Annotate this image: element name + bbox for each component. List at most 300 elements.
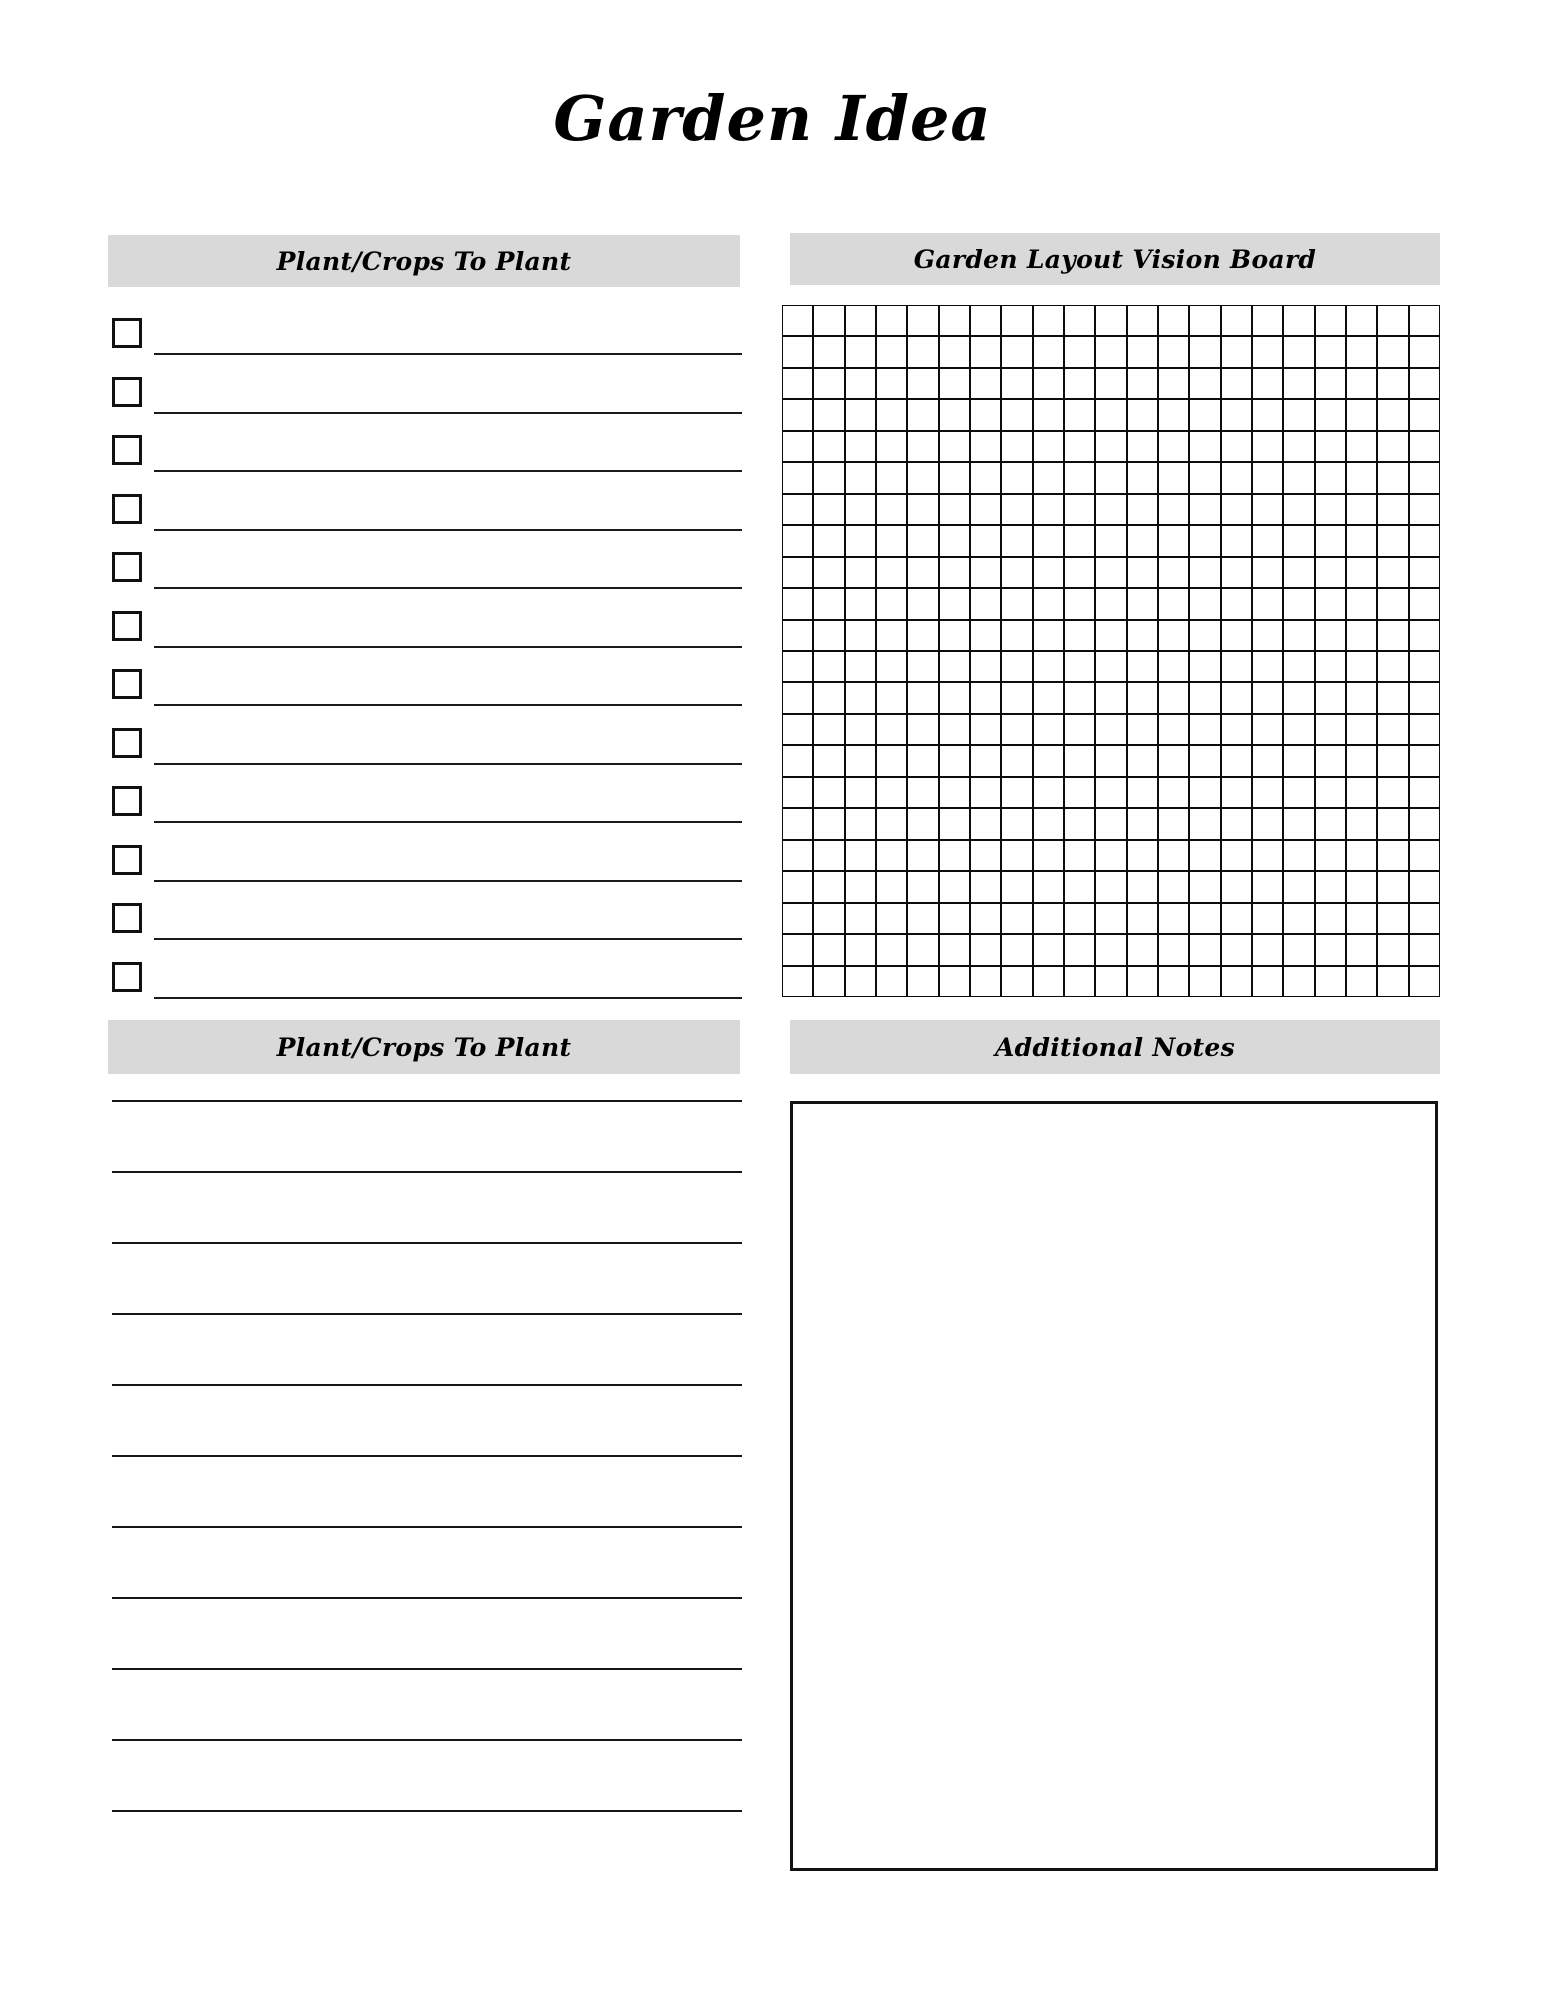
grid-cell[interactable]	[1283, 745, 1314, 776]
grid-cell[interactable]	[1409, 682, 1440, 713]
grid-cell[interactable]	[939, 840, 970, 871]
grid-cell[interactable]	[1095, 557, 1126, 588]
grid-cell[interactable]	[1252, 651, 1283, 682]
grid-cell[interactable]	[1064, 557, 1095, 588]
grid-cell[interactable]	[939, 966, 970, 997]
grid-cell[interactable]	[1346, 494, 1377, 525]
write-line[interactable]	[112, 1313, 742, 1315]
grid-cell[interactable]	[1221, 525, 1252, 556]
grid-cell[interactable]	[1409, 431, 1440, 462]
grid-cell[interactable]	[1377, 808, 1408, 839]
grid-cell[interactable]	[1315, 494, 1346, 525]
grid-cell[interactable]	[1315, 777, 1346, 808]
checkbox-icon[interactable]	[112, 435, 142, 465]
grid-cell[interactable]	[1189, 777, 1220, 808]
grid-cell[interactable]	[1064, 966, 1095, 997]
grid-cell[interactable]	[1315, 966, 1346, 997]
grid-cell[interactable]	[1158, 620, 1189, 651]
grid-cell[interactable]	[1033, 966, 1064, 997]
grid-cell[interactable]	[1221, 871, 1252, 902]
grid-cell[interactable]	[1377, 714, 1408, 745]
grid-cell[interactable]	[1095, 462, 1126, 493]
grid-cell[interactable]	[1001, 966, 1032, 997]
grid-cell[interactable]	[1377, 966, 1408, 997]
grid-cell[interactable]	[1095, 745, 1126, 776]
grid-cell[interactable]	[1033, 871, 1064, 902]
grid-cell[interactable]	[1127, 431, 1158, 462]
grid-cell[interactable]	[1346, 368, 1377, 399]
grid-cell[interactable]	[1127, 651, 1158, 682]
grid-cell[interactable]	[1158, 651, 1189, 682]
grid-cell[interactable]	[1189, 651, 1220, 682]
grid-cell[interactable]	[1283, 966, 1314, 997]
grid-cell[interactable]	[1127, 336, 1158, 367]
grid-cell[interactable]	[1095, 651, 1126, 682]
grid-cell[interactable]	[1033, 557, 1064, 588]
grid-cell[interactable]	[1033, 777, 1064, 808]
grid-cell[interactable]	[1095, 903, 1126, 934]
grid-cell[interactable]	[907, 966, 938, 997]
grid-cell[interactable]	[1409, 903, 1440, 934]
grid-cell[interactable]	[1158, 399, 1189, 430]
grid-cell[interactable]	[782, 368, 813, 399]
checkbox-icon[interactable]	[112, 786, 142, 816]
grid-cell[interactable]	[970, 745, 1001, 776]
grid-cell[interactable]	[813, 745, 844, 776]
grid-cell[interactable]	[907, 682, 938, 713]
grid-cell[interactable]	[1221, 714, 1252, 745]
grid-cell[interactable]	[1158, 966, 1189, 997]
grid-cell[interactable]	[1095, 494, 1126, 525]
grid-cell[interactable]	[845, 588, 876, 619]
grid-cell[interactable]	[970, 399, 1001, 430]
grid-cell[interactable]	[939, 336, 970, 367]
grid-cell[interactable]	[1033, 745, 1064, 776]
grid-cell[interactable]	[1346, 399, 1377, 430]
grid-cell[interactable]	[813, 431, 844, 462]
grid-cell[interactable]	[876, 745, 907, 776]
grid-cell[interactable]	[1377, 431, 1408, 462]
grid-cell[interactable]	[1283, 305, 1314, 336]
grid-cell[interactable]	[1033, 462, 1064, 493]
grid-cell[interactable]	[1001, 557, 1032, 588]
grid-cell[interactable]	[1064, 871, 1095, 902]
checkbox-icon[interactable]	[112, 903, 142, 933]
grid-cell[interactable]	[1409, 305, 1440, 336]
grid-cell[interactable]	[1127, 525, 1158, 556]
grid-cell[interactable]	[1252, 682, 1283, 713]
grid-cell[interactable]	[1283, 871, 1314, 902]
grid-cell[interactable]	[1127, 620, 1158, 651]
grid-cell[interactable]	[1127, 368, 1158, 399]
grid-cell[interactable]	[1064, 525, 1095, 556]
grid-cell[interactable]	[1252, 399, 1283, 430]
grid-cell[interactable]	[939, 903, 970, 934]
grid-cell[interactable]	[845, 494, 876, 525]
grid-cell[interactable]	[1127, 871, 1158, 902]
grid-cell[interactable]	[782, 588, 813, 619]
grid-cell[interactable]	[1001, 525, 1032, 556]
grid-cell[interactable]	[1095, 305, 1126, 336]
grid-cell[interactable]	[970, 620, 1001, 651]
grid-cell[interactable]	[1409, 368, 1440, 399]
grid-cell[interactable]	[1064, 840, 1095, 871]
grid-cell[interactable]	[1189, 808, 1220, 839]
grid-cell[interactable]	[1315, 336, 1346, 367]
grid-cell[interactable]	[1283, 903, 1314, 934]
grid-cell[interactable]	[1346, 934, 1377, 965]
grid-cell[interactable]	[782, 462, 813, 493]
grid-cell[interactable]	[1221, 777, 1252, 808]
grid-cell[interactable]	[1158, 494, 1189, 525]
grid-cell[interactable]	[970, 966, 1001, 997]
grid-cell[interactable]	[1221, 745, 1252, 776]
grid-cell[interactable]	[970, 840, 1001, 871]
grid-cell[interactable]	[782, 336, 813, 367]
grid-cell[interactable]	[845, 682, 876, 713]
grid-cell[interactable]	[1346, 745, 1377, 776]
grid-cell[interactable]	[782, 934, 813, 965]
grid-cell[interactable]	[1158, 525, 1189, 556]
grid-cell[interactable]	[1377, 682, 1408, 713]
grid-cell[interactable]	[876, 777, 907, 808]
grid-cell[interactable]	[782, 840, 813, 871]
grid-cell[interactable]	[1283, 557, 1314, 588]
grid-cell[interactable]	[813, 305, 844, 336]
grid-cell[interactable]	[1095, 777, 1126, 808]
grid-cell[interactable]	[1252, 462, 1283, 493]
grid-cell[interactable]	[813, 462, 844, 493]
grid-cell[interactable]	[1158, 871, 1189, 902]
grid-cell[interactable]	[1064, 305, 1095, 336]
grid-cell[interactable]	[1001, 431, 1032, 462]
grid-cell[interactable]	[1189, 903, 1220, 934]
grid-cell[interactable]	[1189, 840, 1220, 871]
grid-cell[interactable]	[1283, 368, 1314, 399]
grid-cell[interactable]	[1064, 336, 1095, 367]
grid-cell[interactable]	[1189, 525, 1220, 556]
grid-cell[interactable]	[1221, 620, 1252, 651]
grid-cell[interactable]	[1409, 462, 1440, 493]
grid-cell[interactable]	[1001, 777, 1032, 808]
additional-notes-box[interactable]	[790, 1101, 1438, 1871]
grid-cell[interactable]	[1346, 431, 1377, 462]
grid-cell[interactable]	[907, 588, 938, 619]
grid-cell[interactable]	[1064, 431, 1095, 462]
grid-cell[interactable]	[907, 620, 938, 651]
checklist-write-line[interactable]	[154, 997, 742, 999]
grid-cell[interactable]	[782, 620, 813, 651]
grid-cell[interactable]	[845, 871, 876, 902]
grid-cell[interactable]	[1377, 620, 1408, 651]
grid-cell[interactable]	[1252, 620, 1283, 651]
grid-cell[interactable]	[813, 620, 844, 651]
grid-cell[interactable]	[1283, 588, 1314, 619]
grid-cell[interactable]	[1189, 462, 1220, 493]
grid-cell[interactable]	[1033, 368, 1064, 399]
checklist-write-line[interactable]	[154, 821, 742, 823]
grid-cell[interactable]	[1283, 651, 1314, 682]
grid-cell[interactable]	[1346, 557, 1377, 588]
grid-cell[interactable]	[1033, 399, 1064, 430]
grid-cell[interactable]	[1064, 808, 1095, 839]
checklist-write-line[interactable]	[154, 587, 742, 589]
grid-cell[interactable]	[1095, 840, 1126, 871]
checklist-write-line[interactable]	[154, 704, 742, 706]
checklist-write-line[interactable]	[154, 412, 742, 414]
grid-cell[interactable]	[970, 871, 1001, 902]
grid-cell[interactable]	[1095, 525, 1126, 556]
grid-cell[interactable]	[1158, 777, 1189, 808]
grid-cell[interactable]	[1189, 399, 1220, 430]
grid-cell[interactable]	[1409, 934, 1440, 965]
grid-cell[interactable]	[907, 745, 938, 776]
grid-cell[interactable]	[1001, 399, 1032, 430]
grid-cell[interactable]	[907, 903, 938, 934]
grid-cell[interactable]	[813, 525, 844, 556]
grid-cell[interactable]	[939, 305, 970, 336]
write-line[interactable]	[112, 1739, 742, 1741]
grid-cell[interactable]	[813, 399, 844, 430]
grid-cell[interactable]	[1252, 557, 1283, 588]
grid-cell[interactable]	[1252, 494, 1283, 525]
grid-cell[interactable]	[1221, 399, 1252, 430]
grid-cell[interactable]	[1064, 682, 1095, 713]
grid-cell[interactable]	[1409, 651, 1440, 682]
grid-cell[interactable]	[1095, 336, 1126, 367]
grid-cell[interactable]	[1221, 557, 1252, 588]
grid-cell[interactable]	[907, 808, 938, 839]
grid-cell[interactable]	[1221, 840, 1252, 871]
grid-cell[interactable]	[876, 620, 907, 651]
grid-cell[interactable]	[1064, 651, 1095, 682]
grid-cell[interactable]	[1001, 368, 1032, 399]
grid-cell[interactable]	[1095, 399, 1126, 430]
grid-cell[interactable]	[1158, 588, 1189, 619]
grid-cell[interactable]	[1409, 620, 1440, 651]
grid-cell[interactable]	[907, 651, 938, 682]
grid-cell[interactable]	[782, 651, 813, 682]
grid-cell[interactable]	[845, 934, 876, 965]
grid-cell[interactable]	[939, 745, 970, 776]
grid-cell[interactable]	[845, 903, 876, 934]
grid-cell[interactable]	[1033, 682, 1064, 713]
grid-cell[interactable]	[1221, 682, 1252, 713]
grid-cell[interactable]	[1315, 934, 1346, 965]
grid-cell[interactable]	[1158, 305, 1189, 336]
checkbox-icon[interactable]	[112, 318, 142, 348]
grid-cell[interactable]	[782, 777, 813, 808]
grid-cell[interactable]	[876, 588, 907, 619]
grid-cell[interactable]	[1189, 745, 1220, 776]
grid-cell[interactable]	[1377, 840, 1408, 871]
grid-cell[interactable]	[1064, 934, 1095, 965]
grid-cell[interactable]	[813, 336, 844, 367]
grid-cell[interactable]	[1409, 494, 1440, 525]
grid-cell[interactable]	[1252, 714, 1283, 745]
grid-cell[interactable]	[1095, 714, 1126, 745]
grid-cell[interactable]	[1221, 336, 1252, 367]
grid-cell[interactable]	[1001, 934, 1032, 965]
grid-cell[interactable]	[1189, 431, 1220, 462]
grid-cell[interactable]	[1377, 494, 1408, 525]
grid-cell[interactable]	[876, 525, 907, 556]
grid-cell[interactable]	[1033, 620, 1064, 651]
checkbox-icon[interactable]	[112, 728, 142, 758]
grid-cell[interactable]	[1033, 808, 1064, 839]
grid-cell[interactable]	[1189, 336, 1220, 367]
grid-cell[interactable]	[1158, 462, 1189, 493]
grid-cell[interactable]	[782, 399, 813, 430]
write-line[interactable]	[112, 1455, 742, 1457]
grid-cell[interactable]	[1252, 525, 1283, 556]
grid-cell[interactable]	[1033, 588, 1064, 619]
grid-cell[interactable]	[1095, 431, 1126, 462]
grid-cell[interactable]	[939, 588, 970, 619]
grid-cell[interactable]	[813, 588, 844, 619]
grid-cell[interactable]	[845, 399, 876, 430]
grid-cell[interactable]	[813, 714, 844, 745]
grid-cell[interactable]	[1315, 305, 1346, 336]
grid-cell[interactable]	[876, 934, 907, 965]
write-line[interactable]	[112, 1384, 742, 1386]
grid-cell[interactable]	[939, 934, 970, 965]
grid-cell[interactable]	[1221, 494, 1252, 525]
grid-cell[interactable]	[939, 525, 970, 556]
grid-cell[interactable]	[1409, 777, 1440, 808]
grid-cell[interactable]	[813, 557, 844, 588]
grid-cell[interactable]	[782, 431, 813, 462]
grid-cell[interactable]	[782, 745, 813, 776]
grid-cell[interactable]	[1033, 934, 1064, 965]
grid-cell[interactable]	[1315, 903, 1346, 934]
grid-cell[interactable]	[845, 557, 876, 588]
grid-cell[interactable]	[1315, 840, 1346, 871]
checkbox-icon[interactable]	[112, 377, 142, 407]
grid-cell[interactable]	[813, 871, 844, 902]
grid-cell[interactable]	[1033, 903, 1064, 934]
grid-cell[interactable]	[970, 714, 1001, 745]
grid-cell[interactable]	[1189, 557, 1220, 588]
grid-cell[interactable]	[845, 305, 876, 336]
grid-cell[interactable]	[1346, 903, 1377, 934]
grid-cell[interactable]	[1409, 808, 1440, 839]
grid-cell[interactable]	[1377, 399, 1408, 430]
grid-cell[interactable]	[845, 714, 876, 745]
checklist-write-line[interactable]	[154, 880, 742, 882]
grid-cell[interactable]	[1189, 934, 1220, 965]
checkbox-icon[interactable]	[112, 845, 142, 875]
grid-cell[interactable]	[845, 336, 876, 367]
grid-cell[interactable]	[970, 305, 1001, 336]
grid-cell[interactable]	[1221, 431, 1252, 462]
grid-cell[interactable]	[1189, 494, 1220, 525]
write-line[interactable]	[112, 1526, 742, 1528]
grid-cell[interactable]	[1315, 399, 1346, 430]
grid-cell[interactable]	[1377, 557, 1408, 588]
grid-cell[interactable]	[1346, 808, 1377, 839]
grid-cell[interactable]	[1158, 682, 1189, 713]
grid-cell[interactable]	[1315, 651, 1346, 682]
grid-cell[interactable]	[813, 840, 844, 871]
grid-cell[interactable]	[1283, 336, 1314, 367]
grid-cell[interactable]	[1095, 871, 1126, 902]
grid-cell[interactable]	[782, 525, 813, 556]
grid-cell[interactable]	[939, 808, 970, 839]
grid-cell[interactable]	[1315, 871, 1346, 902]
grid-cell[interactable]	[1409, 966, 1440, 997]
grid-cell[interactable]	[1189, 682, 1220, 713]
grid-cell[interactable]	[1127, 903, 1158, 934]
grid-cell[interactable]	[782, 966, 813, 997]
grid-cell[interactable]	[1095, 966, 1126, 997]
grid-cell[interactable]	[1346, 462, 1377, 493]
grid-cell[interactable]	[1252, 336, 1283, 367]
grid-cell[interactable]	[1346, 777, 1377, 808]
grid-cell[interactable]	[970, 368, 1001, 399]
grid-cell[interactable]	[845, 966, 876, 997]
grid-cell[interactable]	[907, 840, 938, 871]
grid-cell[interactable]	[907, 399, 938, 430]
grid-cell[interactable]	[813, 966, 844, 997]
grid-cell[interactable]	[1346, 620, 1377, 651]
grid-cell[interactable]	[1158, 336, 1189, 367]
grid-cell[interactable]	[1315, 808, 1346, 839]
checkbox-icon[interactable]	[112, 669, 142, 699]
grid-cell[interactable]	[1377, 871, 1408, 902]
grid-cell[interactable]	[876, 651, 907, 682]
grid-cell[interactable]	[876, 808, 907, 839]
grid-cell[interactable]	[1189, 966, 1220, 997]
grid-cell[interactable]	[1252, 903, 1283, 934]
grid-cell[interactable]	[1252, 777, 1283, 808]
grid-cell[interactable]	[1127, 682, 1158, 713]
checkbox-icon[interactable]	[112, 611, 142, 641]
grid-cell[interactable]	[1064, 903, 1095, 934]
grid-cell[interactable]	[907, 462, 938, 493]
grid-cell[interactable]	[939, 431, 970, 462]
write-line[interactable]	[112, 1242, 742, 1244]
grid-cell[interactable]	[939, 557, 970, 588]
grid-cell[interactable]	[1283, 714, 1314, 745]
grid-cell[interactable]	[876, 462, 907, 493]
grid-cell[interactable]	[845, 431, 876, 462]
grid-cell[interactable]	[1377, 777, 1408, 808]
grid-cell[interactable]	[907, 336, 938, 367]
grid-cell[interactable]	[1064, 777, 1095, 808]
grid-cell[interactable]	[1158, 368, 1189, 399]
grid-cell[interactable]	[1346, 966, 1377, 997]
grid-cell[interactable]	[1158, 745, 1189, 776]
grid-cell[interactable]	[1377, 745, 1408, 776]
grid-cell[interactable]	[1377, 588, 1408, 619]
grid-cell[interactable]	[1221, 305, 1252, 336]
grid-cell[interactable]	[876, 336, 907, 367]
grid-cell[interactable]	[1221, 368, 1252, 399]
grid-cell[interactable]	[1377, 336, 1408, 367]
grid-cell[interactable]	[1377, 651, 1408, 682]
grid-cell[interactable]	[1252, 934, 1283, 965]
grid-cell[interactable]	[813, 368, 844, 399]
grid-cell[interactable]	[970, 903, 1001, 934]
grid-cell[interactable]	[1001, 305, 1032, 336]
grid-cell[interactable]	[1064, 745, 1095, 776]
grid-cell[interactable]	[970, 462, 1001, 493]
grid-cell[interactable]	[1377, 305, 1408, 336]
grid-cell[interactable]	[845, 745, 876, 776]
grid-cell[interactable]	[939, 620, 970, 651]
grid-cell[interactable]	[1283, 399, 1314, 430]
